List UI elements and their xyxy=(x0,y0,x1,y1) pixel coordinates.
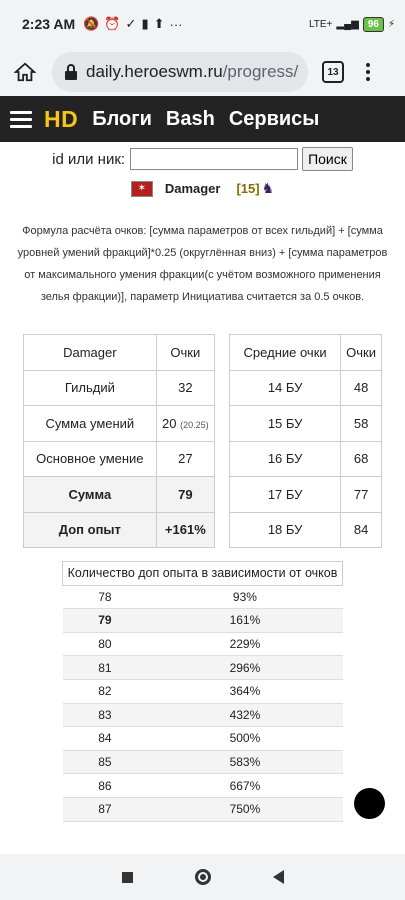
score-table xyxy=(23,334,215,548)
table-title: Количество доп опыта в зависимости от очков xyxy=(63,562,343,586)
home-icon xyxy=(14,61,36,83)
points-cell: 84 xyxy=(63,727,148,751)
row-value: 27 xyxy=(156,441,214,477)
column-header: Очки xyxy=(156,335,214,371)
row-value: 32 xyxy=(156,370,214,406)
table-row xyxy=(63,609,343,633)
row-note: (20.25) xyxy=(180,419,209,430)
row-value: 77 xyxy=(341,477,382,513)
table-row xyxy=(230,335,382,371)
bonus-cell: 667% xyxy=(147,774,342,798)
search-button[interactable]: Поиск xyxy=(302,147,353,171)
row-value: 79 xyxy=(156,477,214,513)
row-value: 58 xyxy=(341,406,382,442)
points-cell: 82 xyxy=(63,679,148,703)
check-icon: ✓ xyxy=(125,16,137,31)
status-icons xyxy=(83,16,182,32)
table-row xyxy=(63,585,343,609)
upload-icon: ⬆ xyxy=(153,16,165,31)
formula-text: Формула расчёта очков: [сумма параметров от всех гильдий] + [сумма уровней умений фракций]*0.25 (округлённая вниз) + [сумма параметров от максимального умения фракции(с учётом возможного применения зелья фракции)], параметр Инициатива считается за 0.5 очков. xyxy=(17,225,388,303)
site-navbar xyxy=(0,96,405,142)
points-cell: 86 xyxy=(63,774,148,798)
mute-icon: 🔕 xyxy=(83,16,100,31)
table-row xyxy=(63,632,343,656)
points-cell: 83 xyxy=(63,703,148,727)
home-button-icon[interactable] xyxy=(195,869,211,885)
tabs-button[interactable]: 13 xyxy=(322,61,344,83)
table-row xyxy=(230,477,382,513)
table-row xyxy=(63,703,343,727)
table-row xyxy=(63,727,343,751)
bonus-table xyxy=(62,561,343,822)
url-path: /progress/ xyxy=(222,62,299,81)
search-input[interactable] xyxy=(130,148,298,170)
bonus-cell: 432% xyxy=(147,703,342,727)
bonus-cell: 229% xyxy=(147,632,342,656)
nav-link-blogs[interactable]: Блоги xyxy=(92,107,152,130)
row-label: Основное умение xyxy=(24,441,157,477)
lock-icon xyxy=(64,64,78,80)
row-label: Сумма умений xyxy=(24,406,157,442)
row-value: 84 xyxy=(341,512,382,548)
points-cell: 79 xyxy=(63,609,148,633)
status-right xyxy=(309,17,395,32)
table-row xyxy=(63,774,343,798)
row-label: Гильдий xyxy=(24,370,157,406)
points-cell: 80 xyxy=(63,632,148,656)
table-row xyxy=(230,441,382,477)
bonus-cell: 296% xyxy=(147,656,342,680)
url-domain: daily.heroeswm.ru xyxy=(86,62,223,81)
row-label: 16 БУ xyxy=(230,441,341,477)
page-content xyxy=(0,142,405,854)
row-value: 20 xyxy=(162,415,177,431)
status-time: 2:23 AM xyxy=(22,16,76,32)
row-value: 68 xyxy=(341,441,382,477)
points-cell: 87 xyxy=(63,797,148,821)
browser-toolbar xyxy=(0,48,405,96)
table-row xyxy=(63,656,343,680)
table-row xyxy=(63,750,343,774)
row-value: +161% xyxy=(156,512,214,548)
battery-icon xyxy=(363,17,384,32)
table-row xyxy=(24,335,215,371)
row-value-cell xyxy=(156,406,214,442)
row-label: Доп опыт xyxy=(24,512,157,548)
row-label: 14 БУ xyxy=(230,370,341,406)
column-header: Damager xyxy=(24,335,157,371)
system-nav-bar xyxy=(0,854,405,900)
table-header-row xyxy=(63,562,343,586)
bonus-cell: 161% xyxy=(147,609,342,633)
row-value: 48 xyxy=(341,370,382,406)
search-label: id или ник: xyxy=(52,150,126,168)
row-label: 18 БУ xyxy=(230,512,341,548)
row-label: Сумма xyxy=(24,477,157,513)
hamburger-menu-icon[interactable] xyxy=(10,111,32,128)
column-header: Очки xyxy=(341,335,382,371)
table-row xyxy=(24,512,215,548)
player-name[interactable]: Damager xyxy=(164,181,221,196)
bonus-cell: 93% xyxy=(147,585,342,609)
signal-icon: ▂▄▆ xyxy=(336,18,359,30)
more-icon: ··· xyxy=(169,16,183,32)
status-bar xyxy=(0,0,405,48)
points-cell: 81 xyxy=(63,656,148,680)
floating-action-button[interactable] xyxy=(354,788,385,819)
table-row xyxy=(63,679,343,703)
alarm-icon: ⏰ xyxy=(104,16,121,31)
search-row xyxy=(0,147,405,171)
file-icon: ▮ xyxy=(141,16,149,31)
player-level: [15] xyxy=(236,181,260,196)
player-info xyxy=(0,180,405,197)
bonus-cell: 364% xyxy=(147,679,342,703)
home-button[interactable] xyxy=(10,57,40,87)
clan-icon[interactable]: ✶ xyxy=(131,181,153,197)
row-label: 15 БУ xyxy=(230,406,341,442)
table-row xyxy=(24,370,215,406)
nav-link-services[interactable]: Сервисы xyxy=(228,107,320,130)
table-row xyxy=(24,441,215,477)
browser-menu-button[interactable] xyxy=(366,63,370,81)
site-logo[interactable]: HD xyxy=(44,105,79,132)
table-row xyxy=(63,797,343,821)
faction-icon: ♞ xyxy=(261,180,275,196)
table-row xyxy=(24,477,215,513)
table-row xyxy=(230,370,382,406)
bonus-cell: 500% xyxy=(147,727,342,751)
back-button-icon[interactable] xyxy=(273,870,284,884)
url-field[interactable] xyxy=(52,52,308,92)
charging-icon: ⚡ xyxy=(387,18,395,30)
points-cell: 78 xyxy=(63,585,148,609)
column-header: Средние очки xyxy=(230,335,341,371)
battery-level: 96 xyxy=(367,18,379,30)
table-row xyxy=(24,406,215,442)
network-label: LTE+ xyxy=(308,18,333,30)
table-row xyxy=(230,512,382,548)
bonus-cell: 750% xyxy=(147,797,342,821)
bonus-cell: 583% xyxy=(147,750,342,774)
points-cell: 85 xyxy=(63,750,148,774)
row-label: 17 БУ xyxy=(230,477,341,513)
recents-button-icon[interactable] xyxy=(122,872,133,883)
nav-link-bash[interactable]: Bash xyxy=(165,107,215,130)
average-table xyxy=(229,334,382,548)
table-row xyxy=(230,406,382,442)
